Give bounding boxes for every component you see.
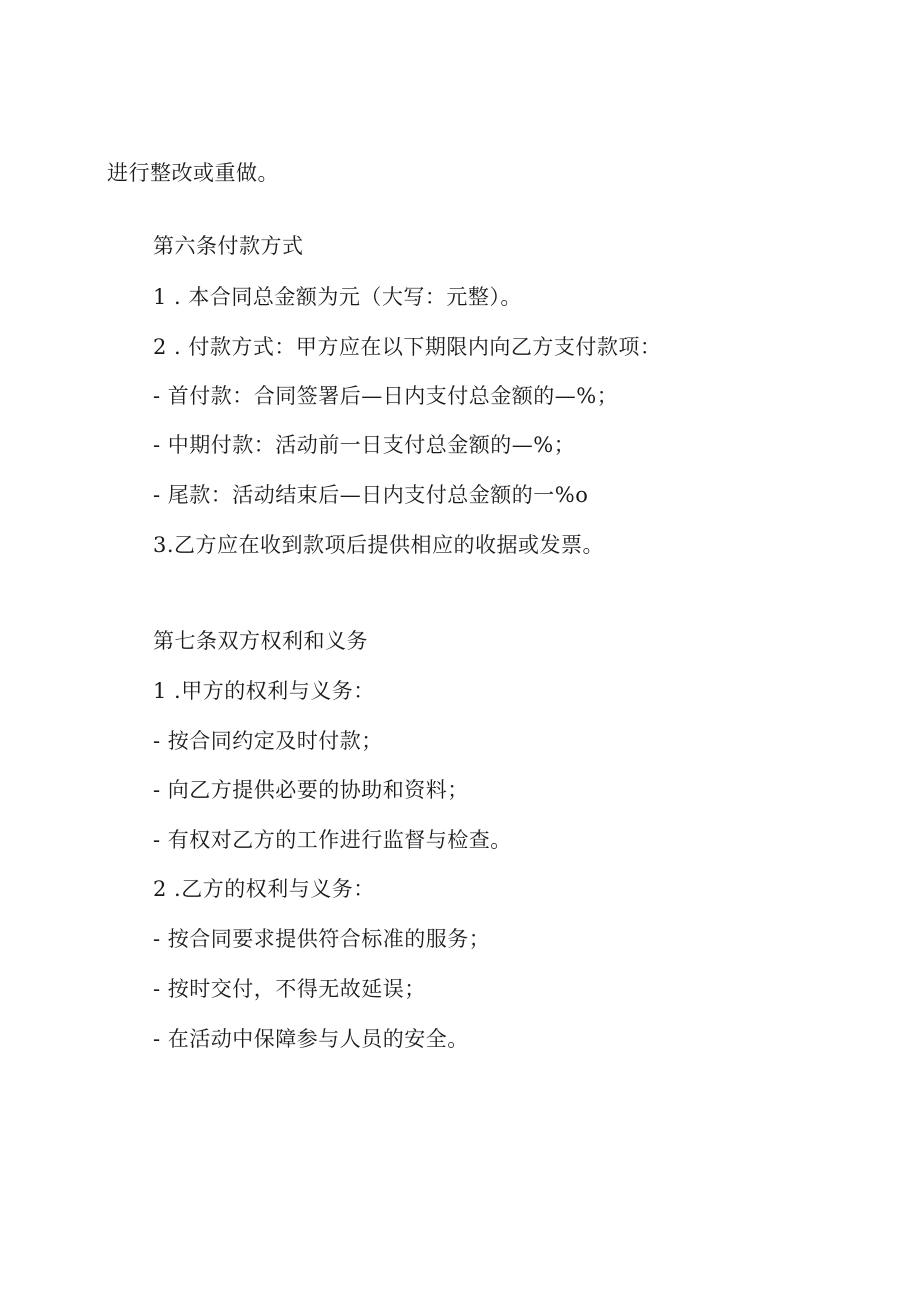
article-7-item-8: - 在活动中保障参与人员的安全。 bbox=[153, 1027, 469, 1051]
article-6-item-2: 2 . 付款方式：甲方应在以下期限内向乙方支付款项： bbox=[153, 335, 662, 359]
article-7-heading: 第七条双方权利和义务 bbox=[153, 629, 368, 653]
continuation-text: 进行整改或重做。 bbox=[107, 161, 279, 185]
article-6-item-5: - 尾款：活动结束后—日内支付总金额的一%o bbox=[153, 483, 589, 507]
article-7-item-4: - 有权对乙方的工作进行监督与检查。 bbox=[153, 828, 512, 852]
article-6-item-4: - 中期付款：活动前一日支付总金额的—%； bbox=[153, 433, 576, 457]
article-6-item-6: 3.乙方应在收到款项后提供相应的收据或发票。 bbox=[153, 533, 605, 557]
article-7-item-1: 1 .甲方的权利与义务： bbox=[153, 679, 375, 703]
article-7-item-7: - 按时交付，不得无故延误； bbox=[153, 977, 426, 1001]
article-7-item-6: - 按合同要求提供符合标准的服务； bbox=[153, 927, 491, 951]
article-6-heading: 第六条付款方式 bbox=[153, 234, 304, 258]
article-7-item-5: 2 .乙方的权利与义务： bbox=[153, 877, 375, 901]
article-7-item-2: - 按合同约定及时付款； bbox=[153, 729, 383, 753]
article-7-item-3: - 向乙方提供必要的协助和资料； bbox=[153, 778, 469, 802]
article-6-item-1: 1 . 本合同总金额为元（大写：元整）。 bbox=[153, 285, 522, 309]
article-6-item-3: - 首付款：合同签署后—日内支付总金额的—%； bbox=[153, 384, 619, 408]
